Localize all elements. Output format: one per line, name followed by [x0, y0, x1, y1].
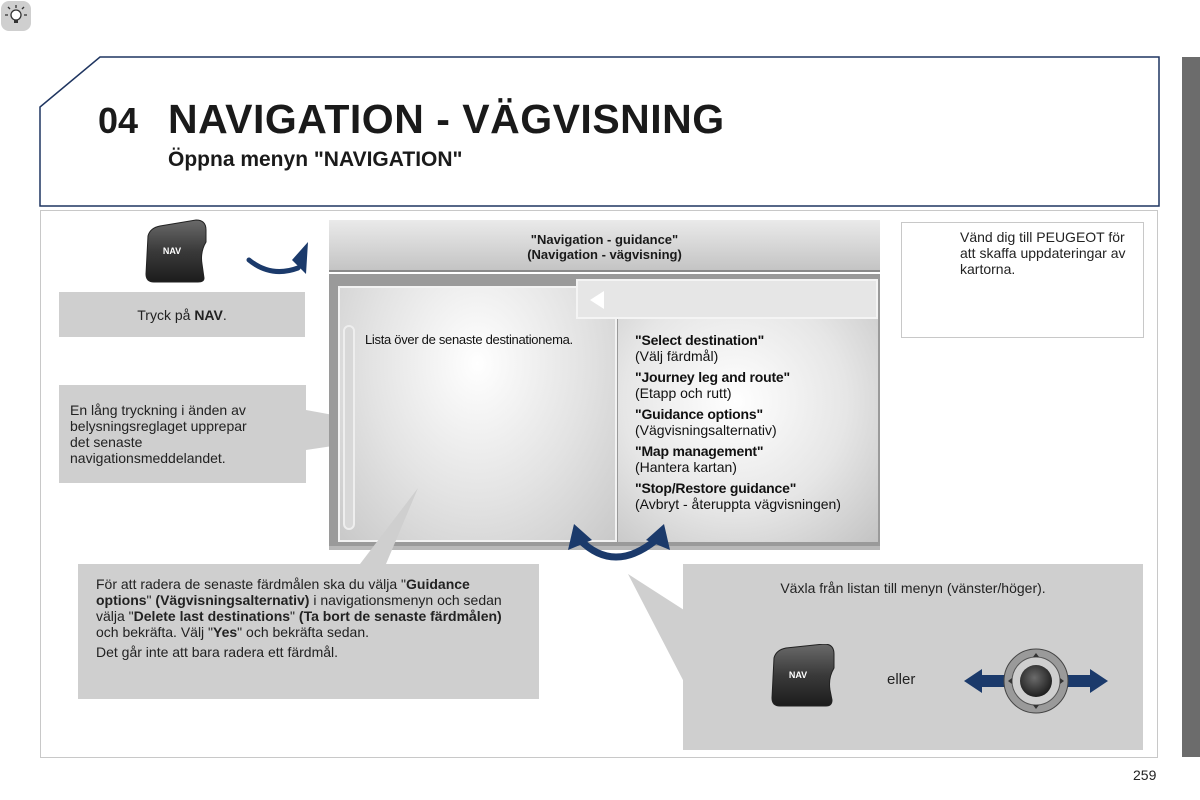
navigation-menu: [635, 332, 841, 517]
menu-item-select-destination[interactable]: "Select destination" (Välj färdmål): [635, 332, 765, 364]
page-subtitle: Öppna menyn "NAVIGATION": [168, 148, 463, 171]
screen-header-line1: "Navigation - guidance": [530, 232, 679, 247]
nav-button-label: NAV: [162, 246, 182, 256]
switch-arrows-icon: [564, 522, 674, 572]
nav-button-small-label: NAV: [788, 670, 808, 680]
destination-list-label: Lista över de senaste destinationema.: [365, 332, 573, 347]
delete-destinations-note: [78, 564, 539, 699]
switch-list-menu-note: Växla från listan till menyn (vänster/höger).: [683, 564, 1143, 750]
menu-item-map-management[interactable]: "Map management" (Hantera kartan): [635, 443, 764, 475]
page-title: NAVIGATION - VÄGVISNING: [168, 96, 725, 142]
or-label: eller: [887, 671, 916, 688]
lightbulb-icon: [0, 0, 32, 32]
menu-item-guidance-options[interactable]: "Guidance options" (Vägvisningsalternativ): [635, 406, 777, 438]
back-arrow-icon[interactable]: [588, 289, 608, 311]
delete-limitation: Det går inte att bara radera ett färdmål.: [96, 644, 339, 660]
menu-item-journey-leg[interactable]: "Journey leg and route" (Etapp och rutt): [635, 369, 790, 401]
rotary-controller-icon: [962, 645, 1112, 717]
screen-header-line2: (Navigation - vägvisning): [527, 247, 682, 262]
page-number: 259: [1133, 767, 1157, 783]
long-press-note: En lång tryckning i änden av belysningsreglaget upprepar det senaste navigationsmeddelandet.: [59, 385, 306, 483]
screen-header: [329, 220, 880, 272]
menu-item-stop-restore[interactable]: "Stop/Restore guidance" (Avbryt - återuppta vägvisningen): [635, 480, 841, 512]
curved-arrow-icon: [246, 238, 326, 288]
side-chapter-tab: [1182, 57, 1200, 757]
menu-pane-tab: [576, 279, 878, 319]
delete-instructions: För att radera de senaste färdmålen ska du välja "Guidance options" (Vägvisningsalternativ) i navigationsmenyn och sedan välja "Delete last destinations" (Ta bort de senaste färdmålen) och bekräfta. Välj "Yes" och bekräfta sedan.: [96, 576, 502, 640]
tip-text: Vänd dig till PEUGEOT för att skaffa uppdateringar av kartorna.: [960, 229, 1126, 277]
press-nav-instruction: Tryck på NAV.: [59, 292, 305, 337]
nav-button-small-image: [770, 644, 840, 714]
chapter-number: 04: [98, 100, 139, 141]
